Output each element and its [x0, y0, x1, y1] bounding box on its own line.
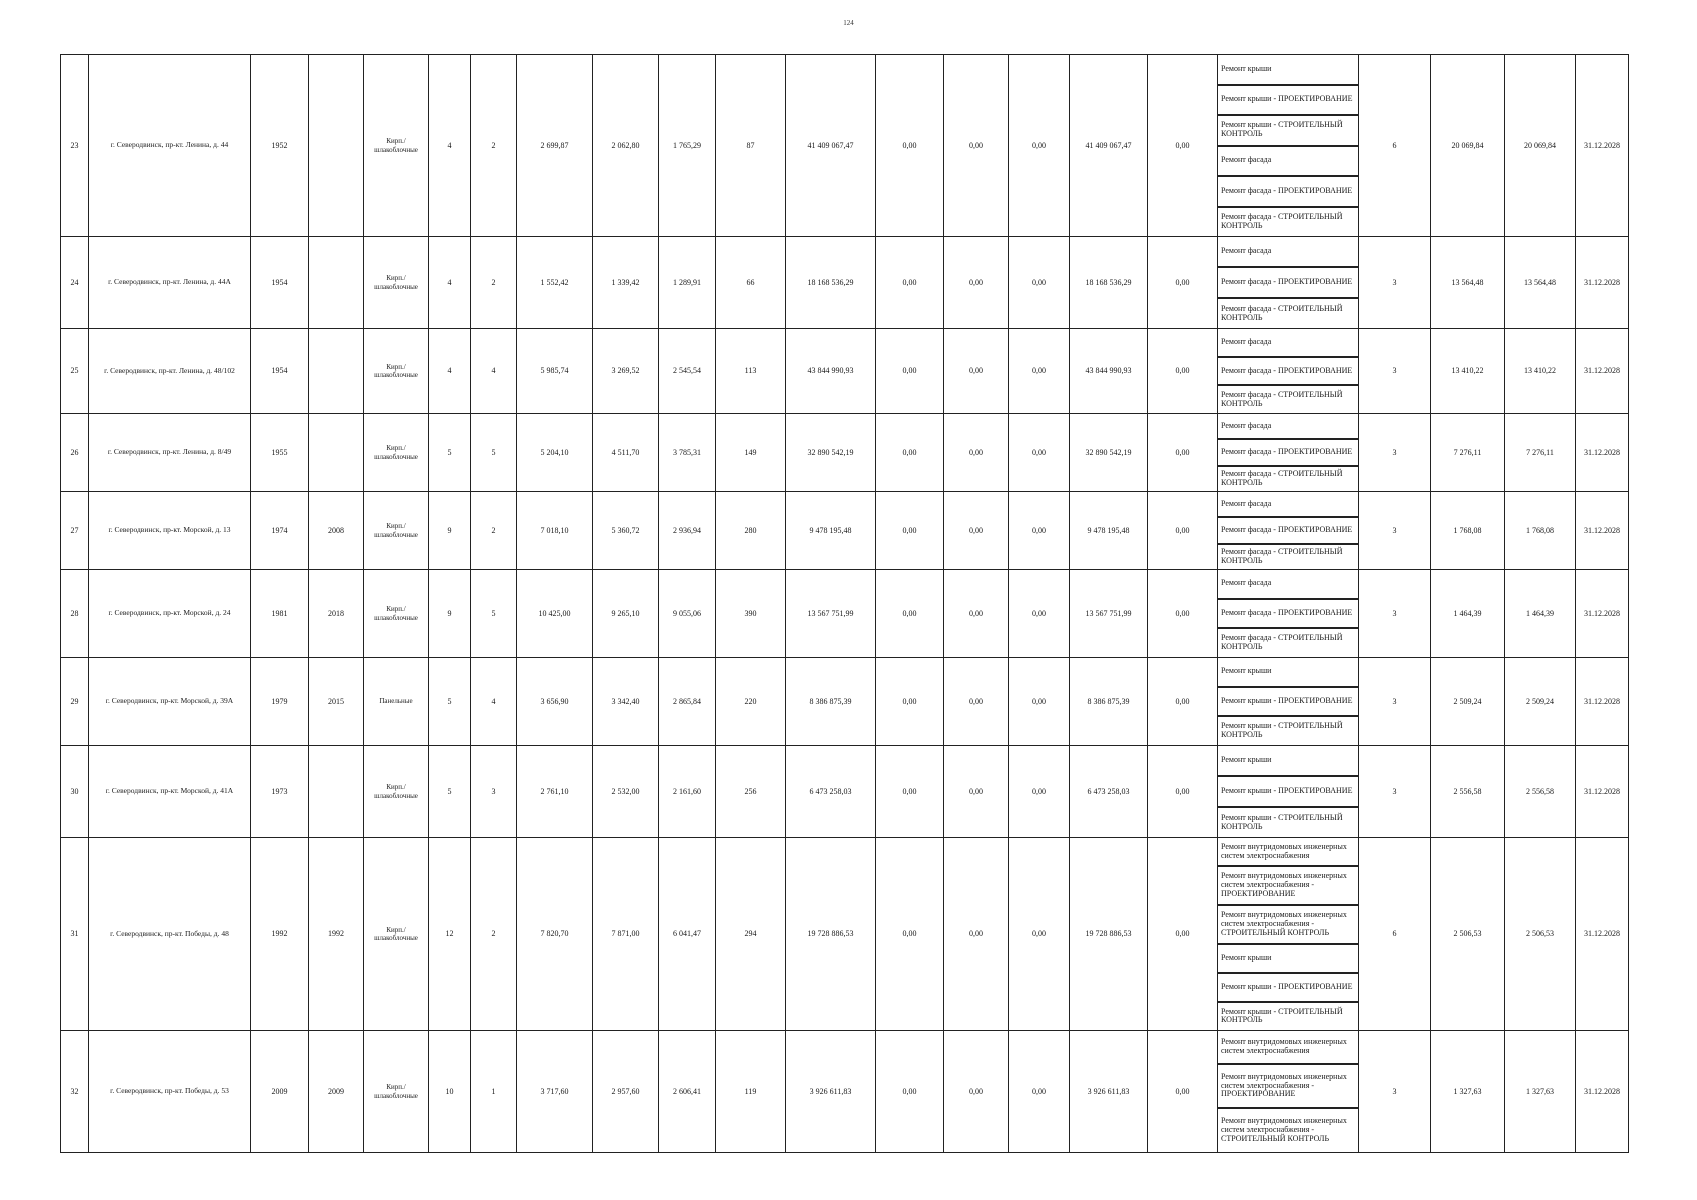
entrances-cell: 5	[471, 414, 517, 492]
owned-area-cell: 2 936,94	[659, 492, 716, 570]
wall-material-cell: Панельные	[364, 658, 429, 746]
owners-funds-cell: 6 473 258,03	[1070, 746, 1148, 838]
deadline-cell: 31.12.2028	[1576, 329, 1629, 414]
work-count-cell: 3	[1359, 746, 1431, 838]
table-row	[61, 414, 1629, 492]
work-type-item: Ремонт крыши	[1218, 658, 1358, 688]
floors-cell: 5	[429, 414, 471, 492]
fund-share-cell: 0,00	[876, 414, 944, 492]
year-built-cell: 1954	[251, 329, 309, 414]
work-type-item: Ремонт крыши - СТРОИТЕЛЬНЫЙ КОНТРОЛЬ	[1218, 116, 1358, 147]
work-type-item: Ремонт внутридомовых инженерных систем электроснабжения - СТРОИТЕЛЬНЫЙ КОНТРОЛЬ	[1221, 1116, 1347, 1144]
work-type-item: Ремонт фасада - ПРОЕКТИРОВАНИЕ	[1218, 600, 1358, 630]
wall-material-cell: Кирп./ шлакоблочные	[364, 414, 429, 492]
table-row	[61, 1031, 1629, 1153]
total-cost-cell: 41 409 067,47	[786, 55, 876, 237]
fund-share-cell: 0,00	[876, 55, 944, 237]
residents-cell: 113	[716, 329, 786, 414]
work-types-cell	[1218, 1031, 1359, 1153]
total-cost-cell: 8 386 875,39	[786, 658, 876, 746]
other-funds-cell: 0,00	[1148, 570, 1218, 658]
limit-cost-cell: 2 506,53	[1505, 838, 1576, 1031]
page-number: 124	[843, 19, 854, 27]
floors-cell: 4	[429, 55, 471, 237]
row-number-cell: 32	[61, 1031, 89, 1153]
entrances-cell: 4	[471, 658, 517, 746]
year-built-cell: 1981	[251, 570, 309, 658]
unit-cost-cell: 1 464,39	[1431, 570, 1505, 658]
residents-cell: 256	[716, 746, 786, 838]
work-type-item: Ремонт фасада - СТРОИТЕЛЬНЫЙ КОНТРОЛЬ	[1221, 547, 1343, 565]
total-cost-cell: 9 478 195,48	[786, 492, 876, 570]
address-cell: г. Северодвинск, пр-кт. Победы, д. 53	[89, 1031, 251, 1153]
work-types-cell	[1218, 329, 1359, 414]
address-cell: г. Северодвинск, пр-кт. Ленина, д. 44	[89, 55, 251, 237]
row-number-cell: 27	[61, 492, 89, 570]
year-built-cell: 1974	[251, 492, 309, 570]
residents-cell: 119	[716, 1031, 786, 1153]
municipal-budget-cell: 0,00	[1009, 570, 1070, 658]
owners-funds-cell: 13 567 751,99	[1070, 570, 1148, 658]
work-type-item: Ремонт фасада - СТРОИТЕЛЬНЫЙ КОНТРОЛЬ	[1221, 633, 1343, 652]
unit-cost-cell: 2 509,24	[1431, 658, 1505, 746]
total-area-cell: 5 985,74	[517, 329, 593, 414]
work-count-cell: 3	[1359, 1031, 1431, 1153]
work-types-cell	[1218, 838, 1359, 1031]
municipal-budget-cell: 0,00	[1009, 329, 1070, 414]
residential-area-cell: 2 062,80	[593, 55, 659, 237]
other-funds-cell: 0,00	[1148, 414, 1218, 492]
year-built-cell: 1973	[251, 746, 309, 838]
work-type-item: Ремонт крыши	[1218, 746, 1358, 777]
row-number-cell: 30	[61, 746, 89, 838]
residential-area-cell: 5 360,72	[593, 492, 659, 570]
total-area-cell: 7 820,70	[517, 838, 593, 1031]
owned-area-cell: 3 785,31	[659, 414, 716, 492]
work-types-cell	[1218, 658, 1359, 746]
other-funds-cell: 0,00	[1148, 658, 1218, 746]
owners-funds-cell: 19 728 886,53	[1070, 838, 1148, 1031]
year-overhaul-cell: 1992	[309, 838, 364, 1031]
floors-cell: 5	[429, 746, 471, 838]
row-number-cell: 26	[61, 414, 89, 492]
residents-cell: 390	[716, 570, 786, 658]
residential-area-cell: 9 265,10	[593, 570, 659, 658]
entrances-cell: 2	[471, 237, 517, 329]
municipal-budget-cell: 0,00	[1009, 55, 1070, 237]
unit-cost-cell: 1 768,08	[1431, 492, 1505, 570]
regional-budget-cell: 0,00	[944, 570, 1009, 658]
year-built-cell: 1955	[251, 414, 309, 492]
unit-cost-cell: 20 069,84	[1431, 55, 1505, 237]
work-type-item: Ремонт внутридомовых инженерных систем электроснабжения - СТРОИТЕЛЬНЫЙ КОНТРОЛЬ	[1218, 906, 1358, 945]
work-type-item: Ремонт фасада - ПРОЕКТИРОВАНИЕ	[1218, 518, 1358, 544]
deadline-cell: 31.12.2028	[1576, 838, 1629, 1031]
fund-share-cell: 0,00	[876, 838, 944, 1031]
floors-cell: 4	[429, 329, 471, 414]
residential-area-cell: 3 269,52	[593, 329, 659, 414]
work-count-cell: 6	[1359, 55, 1431, 237]
row-number-cell: 25	[61, 329, 89, 414]
address-cell: г. Северодвинск, пр-кт. Ленина, д. 8/49	[89, 414, 251, 492]
total-cost-cell: 19 728 886,53	[786, 838, 876, 1031]
total-area-cell: 5 204,10	[517, 414, 593, 492]
wall-material-cell: Кирп./ шлакоблочные	[364, 329, 429, 414]
work-type-list	[1218, 1031, 1358, 1152]
year-overhaul-cell	[309, 329, 364, 414]
deadline-cell: 31.12.2028	[1576, 492, 1629, 570]
address-cell: г. Северодвинск, пр-кт. Ленина, д. 48/102	[89, 329, 251, 414]
municipal-budget-cell: 0,00	[1009, 658, 1070, 746]
residents-cell: 66	[716, 237, 786, 329]
wall-material-cell: Кирп./ шлакоблочные	[364, 55, 429, 237]
residents-cell: 149	[716, 414, 786, 492]
owned-area-cell: 2 161,60	[659, 746, 716, 838]
other-funds-cell: 0,00	[1148, 237, 1218, 329]
deadline-cell: 31.12.2028	[1576, 658, 1629, 746]
work-type-item: Ремонт внутридомовых инженерных систем электроснабжения - ПРОЕКТИРОВАНИЕ	[1218, 1065, 1358, 1110]
limit-cost-cell: 20 069,84	[1505, 55, 1576, 237]
work-type-item: Ремонт фасада	[1218, 570, 1358, 600]
work-type-list	[1218, 237, 1358, 328]
fund-share-cell: 0,00	[876, 746, 944, 838]
work-type-item: Ремонт крыши - ПРОЕКТИРОВАНИЕ	[1218, 974, 1358, 1003]
residential-area-cell: 7 871,00	[593, 838, 659, 1031]
work-type-item: Ремонт крыши - СТРОИТЕЛЬНЫЙ КОНТРОЛЬ	[1221, 721, 1343, 740]
work-type-item: Ремонт фасада	[1218, 237, 1358, 268]
address-cell: г. Северодвинск, пр-кт. Морской, д. 13	[89, 492, 251, 570]
unit-cost-cell: 13 410,22	[1431, 329, 1505, 414]
residential-area-cell: 4 511,70	[593, 414, 659, 492]
fund-share-cell: 0,00	[876, 1031, 944, 1153]
total-area-cell: 10 425,00	[517, 570, 593, 658]
wall-material-cell: Кирп./ шлакоблочные	[364, 746, 429, 838]
address-cell: г. Северодвинск, пр-кт. Морской, д. 41А	[89, 746, 251, 838]
floors-cell: 9	[429, 570, 471, 658]
work-count-cell: 3	[1359, 237, 1431, 329]
year-overhaul-cell	[309, 55, 364, 237]
year-overhaul-cell: 2009	[309, 1031, 364, 1153]
owned-area-cell: 2 606,41	[659, 1031, 716, 1153]
work-type-item: Ремонт фасада - СТРОИТЕЛЬНЫЙ КОНТРОЛЬ	[1221, 303, 1343, 322]
regional-budget-cell: 0,00	[944, 1031, 1009, 1153]
residents-cell: 294	[716, 838, 786, 1031]
row-number-cell: 29	[61, 658, 89, 746]
municipal-budget-cell: 0,00	[1009, 746, 1070, 838]
owned-area-cell: 6 041,47	[659, 838, 716, 1031]
year-overhaul-cell	[309, 746, 364, 838]
regional-budget-cell: 0,00	[944, 492, 1009, 570]
work-types-cell	[1218, 237, 1359, 329]
work-type-item: Ремонт крыши	[1218, 945, 1358, 974]
row-number-cell: 31	[61, 838, 89, 1031]
other-funds-cell: 0,00	[1148, 838, 1218, 1031]
floors-cell: 4	[429, 237, 471, 329]
work-type-item: Ремонт внутридомовых инженерных систем электроснабжения - ПРОЕКТИРОВАНИЕ	[1218, 867, 1358, 906]
limit-cost-cell: 1 768,08	[1505, 492, 1576, 570]
table-row	[61, 570, 1629, 658]
work-type-item: Ремонт фасада	[1218, 329, 1358, 358]
work-type-list	[1218, 570, 1358, 657]
deadline-cell: 31.12.2028	[1576, 746, 1629, 838]
other-funds-cell: 0,00	[1148, 746, 1218, 838]
owners-funds-cell: 41 409 067,47	[1070, 55, 1148, 237]
entrances-cell: 2	[471, 838, 517, 1031]
year-built-cell: 1992	[251, 838, 309, 1031]
work-type-item: Ремонт крыши - ПРОЕКТИРОВАНИЕ	[1218, 86, 1358, 117]
work-type-item: Ремонт фасада - ПРОЕКТИРОВАНИЕ	[1218, 440, 1358, 466]
entrances-cell: 3	[471, 746, 517, 838]
limit-cost-cell: 1 327,63	[1505, 1031, 1576, 1153]
wall-material-cell: Кирп./ шлакоблочные	[364, 492, 429, 570]
regional-budget-cell: 0,00	[944, 414, 1009, 492]
residents-cell: 220	[716, 658, 786, 746]
work-types-cell	[1218, 414, 1359, 492]
work-type-item: Ремонт крыши - ПРОЕКТИРОВАНИЕ	[1218, 688, 1358, 718]
floors-cell: 12	[429, 838, 471, 1031]
work-types-cell	[1218, 55, 1359, 237]
owners-funds-cell: 18 168 536,29	[1070, 237, 1148, 329]
other-funds-cell: 0,00	[1148, 492, 1218, 570]
owners-funds-cell: 32 890 542,19	[1070, 414, 1148, 492]
work-type-list	[1218, 414, 1358, 491]
entrances-cell: 4	[471, 329, 517, 414]
deadline-cell: 31.12.2028	[1576, 570, 1629, 658]
wall-material-cell: Кирп./ шлакоблочные	[364, 570, 429, 658]
fund-share-cell: 0,00	[876, 570, 944, 658]
work-count-cell: 3	[1359, 492, 1431, 570]
work-count-cell: 3	[1359, 414, 1431, 492]
owners-funds-cell: 43 844 990,93	[1070, 329, 1148, 414]
work-count-cell: 3	[1359, 658, 1431, 746]
owned-area-cell: 1 765,29	[659, 55, 716, 237]
row-number-cell: 24	[61, 237, 89, 329]
owned-area-cell: 9 055,06	[659, 570, 716, 658]
owned-area-cell: 2 865,84	[659, 658, 716, 746]
municipal-budget-cell: 0,00	[1009, 492, 1070, 570]
total-cost-cell: 43 844 990,93	[786, 329, 876, 414]
year-built-cell: 1952	[251, 55, 309, 237]
work-count-cell: 6	[1359, 838, 1431, 1031]
year-overhaul-cell: 2018	[309, 570, 364, 658]
residential-area-cell: 1 339,42	[593, 237, 659, 329]
table-row	[61, 658, 1629, 746]
wall-material-cell: Кирп./ шлакоблочные	[364, 1031, 429, 1153]
floors-cell: 5	[429, 658, 471, 746]
wall-material-cell: Кирп./ шлакоблочные	[364, 237, 429, 329]
year-overhaul-cell	[309, 237, 364, 329]
regional-budget-cell: 0,00	[944, 329, 1009, 414]
work-count-cell: 3	[1359, 570, 1431, 658]
year-overhaul-cell	[309, 414, 364, 492]
regional-budget-cell: 0,00	[944, 237, 1009, 329]
other-funds-cell: 0,00	[1148, 1031, 1218, 1153]
row-number-cell: 28	[61, 570, 89, 658]
work-type-item: Ремонт фасада - СТРОИТЕЛЬНЫЙ КОНТРОЛЬ	[1221, 469, 1343, 487]
work-type-item: Ремонт фасада - ПРОЕКТИРОВАНИЕ	[1218, 177, 1358, 208]
limit-cost-cell: 13 410,22	[1505, 329, 1576, 414]
work-type-item: Ремонт крыши - ПРОЕКТИРОВАНИЕ	[1218, 777, 1358, 808]
residents-cell: 87	[716, 55, 786, 237]
work-types-cell	[1218, 570, 1359, 658]
work-type-item: Ремонт крыши - СТРОИТЕЛЬНЫЙ КОНТРОЛЬ	[1221, 812, 1343, 831]
limit-cost-cell: 13 564,48	[1505, 237, 1576, 329]
other-funds-cell: 0,00	[1148, 55, 1218, 237]
address-cell: г. Северодвинск, пр-кт. Морской, д. 39А	[89, 658, 251, 746]
address-cell: г. Северодвинск, пр-кт. Победы, д. 48	[89, 838, 251, 1031]
work-type-list	[1218, 746, 1358, 837]
residential-area-cell: 2 957,60	[593, 1031, 659, 1153]
work-type-item: Ремонт крыши - СТРОИТЕЛЬНЫЙ КОНТРОЛЬ	[1221, 1006, 1343, 1025]
entrances-cell: 5	[471, 570, 517, 658]
table-row	[61, 55, 1629, 237]
limit-cost-cell: 2 556,58	[1505, 746, 1576, 838]
floors-cell: 10	[429, 1031, 471, 1153]
fund-share-cell: 0,00	[876, 658, 944, 746]
entrances-cell: 1	[471, 1031, 517, 1153]
municipal-budget-cell: 0,00	[1009, 237, 1070, 329]
owned-area-cell: 2 545,54	[659, 329, 716, 414]
limit-cost-cell: 1 464,39	[1505, 570, 1576, 658]
unit-cost-cell: 13 564,48	[1431, 237, 1505, 329]
floors-cell: 9	[429, 492, 471, 570]
residential-area-cell: 3 342,40	[593, 658, 659, 746]
work-types-cell	[1218, 492, 1359, 570]
regional-budget-cell: 0,00	[944, 658, 1009, 746]
work-type-item: Ремонт внутридомовых инженерных систем электроснабжения	[1218, 1031, 1358, 1065]
total-area-cell: 2 699,87	[517, 55, 593, 237]
work-type-item: Ремонт внутридомовых инженерных систем электроснабжения	[1218, 838, 1358, 867]
municipal-budget-cell: 0,00	[1009, 1031, 1070, 1153]
fund-share-cell: 0,00	[876, 492, 944, 570]
deadline-cell: 31.12.2028	[1576, 55, 1629, 237]
limit-cost-cell: 7 276,11	[1505, 414, 1576, 492]
year-built-cell: 1979	[251, 658, 309, 746]
total-area-cell: 3 717,60	[517, 1031, 593, 1153]
work-type-list	[1218, 838, 1358, 1030]
table-row	[61, 237, 1629, 329]
wall-material-cell: Кирп./ шлакоблочные	[364, 838, 429, 1031]
regional-budget-cell: 0,00	[944, 55, 1009, 237]
work-types-cell	[1218, 746, 1359, 838]
table-row	[61, 746, 1629, 838]
deadline-cell: 31.12.2028	[1576, 414, 1629, 492]
year-built-cell: 1954	[251, 237, 309, 329]
row-number-cell: 23	[61, 55, 89, 237]
total-cost-cell: 32 890 542,19	[786, 414, 876, 492]
housing-registry-table	[60, 54, 1629, 1153]
work-type-list	[1218, 55, 1358, 236]
owned-area-cell: 1 289,91	[659, 237, 716, 329]
total-cost-cell: 13 567 751,99	[786, 570, 876, 658]
deadline-cell: 31.12.2028	[1576, 1031, 1629, 1153]
total-area-cell: 7 018,10	[517, 492, 593, 570]
municipal-budget-cell: 0,00	[1009, 838, 1070, 1031]
residents-cell: 280	[716, 492, 786, 570]
owners-funds-cell: 3 926 611,83	[1070, 1031, 1148, 1153]
unit-cost-cell: 2 556,58	[1431, 746, 1505, 838]
table-row	[61, 838, 1629, 1031]
other-funds-cell: 0,00	[1148, 329, 1218, 414]
work-type-list	[1218, 329, 1358, 413]
work-type-list	[1218, 492, 1358, 569]
work-type-list	[1218, 658, 1358, 745]
deadline-cell: 31.12.2028	[1576, 237, 1629, 329]
residential-area-cell: 2 532,00	[593, 746, 659, 838]
limit-cost-cell: 2 509,24	[1505, 658, 1576, 746]
work-type-item: Ремонт фасада - СТРОИТЕЛЬНЫЙ КОНТРОЛЬ	[1221, 389, 1343, 408]
total-area-cell: 1 552,42	[517, 237, 593, 329]
unit-cost-cell: 1 327,63	[1431, 1031, 1505, 1153]
unit-cost-cell: 2 506,53	[1431, 838, 1505, 1031]
entrances-cell: 2	[471, 492, 517, 570]
fund-share-cell: 0,00	[876, 237, 944, 329]
total-cost-cell: 18 168 536,29	[786, 237, 876, 329]
year-overhaul-cell: 2008	[309, 492, 364, 570]
owners-funds-cell: 8 386 875,39	[1070, 658, 1148, 746]
work-type-item: Ремонт фасада	[1218, 414, 1358, 440]
work-type-item: Ремонт фасада - СТРОИТЕЛЬНЫЙ КОНТРОЛЬ	[1221, 211, 1343, 230]
total-area-cell: 3 656,90	[517, 658, 593, 746]
municipal-budget-cell: 0,00	[1009, 414, 1070, 492]
address-cell: г. Северодвинск, пр-кт. Морской, д. 24	[89, 570, 251, 658]
work-type-item: Ремонт фасада - ПРОЕКТИРОВАНИЕ	[1218, 268, 1358, 299]
total-cost-cell: 6 473 258,03	[786, 746, 876, 838]
table-row	[61, 329, 1629, 414]
work-type-item: Ремонт крыши	[1218, 55, 1358, 86]
year-overhaul-cell: 2015	[309, 658, 364, 746]
work-type-item: Ремонт фасада	[1218, 147, 1358, 178]
work-count-cell: 3	[1359, 329, 1431, 414]
year-built-cell: 2009	[251, 1031, 309, 1153]
address-cell: г. Северодвинск, пр-кт. Ленина, д. 44А	[89, 237, 251, 329]
table-row	[61, 492, 1629, 570]
total-cost-cell: 3 926 611,83	[786, 1031, 876, 1153]
work-type-item: Ремонт фасада	[1218, 492, 1358, 518]
unit-cost-cell: 7 276,11	[1431, 414, 1505, 492]
regional-budget-cell: 0,00	[944, 746, 1009, 838]
work-type-item: Ремонт фасада - ПРОЕКТИРОВАНИЕ	[1218, 358, 1358, 387]
owners-funds-cell: 9 478 195,48	[1070, 492, 1148, 570]
total-area-cell: 2 761,10	[517, 746, 593, 838]
regional-budget-cell: 0,00	[944, 838, 1009, 1031]
entrances-cell: 2	[471, 55, 517, 237]
fund-share-cell: 0,00	[876, 329, 944, 414]
